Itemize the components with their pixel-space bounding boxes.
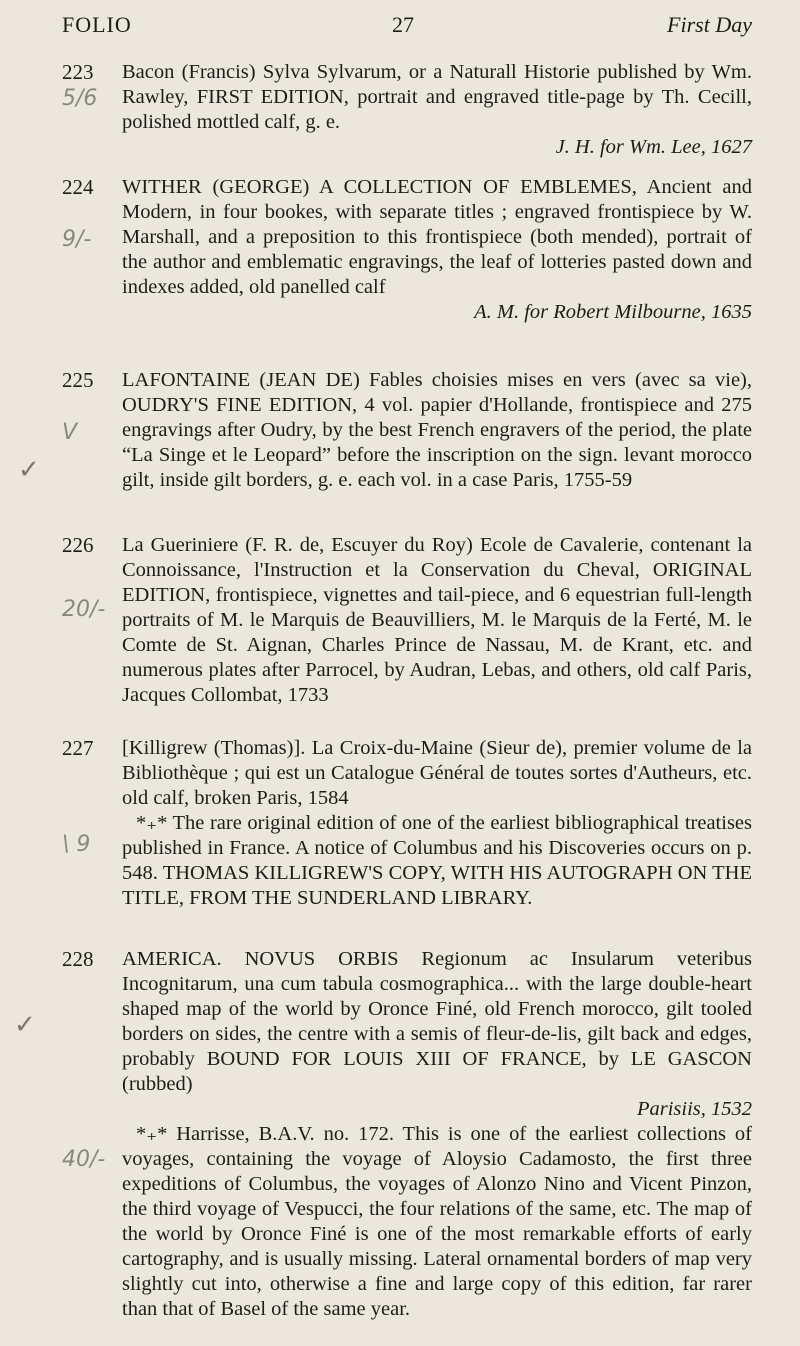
catalogue-entries: [62, 60, 752, 1333]
lot-note: *₊* The rare original edition of one of the earliest bibliographical treatises published in France. A notice of Columbus and his Discoveries occurs on p. 548. THOMAS KILLIGREW'S COPY, WITH HIS AUTOGRAPH ON THE TITLE, FROM THE SUNDERLAND LIBRARY.: [122, 812, 752, 909]
lot-entry: [62, 736, 752, 936]
lot-description: Bacon (Francis) Sylva Sylvarum, or a Naturall Historie published by Wm. Rawley, FIRST EDITION, portrait and engraved title-page by Th. Cecill, polished mottled calf, g. e.: [122, 61, 752, 133]
lot-imprint: A. M. for Robert Milbourne, 1635: [474, 301, 752, 323]
margin-tick-mark: ✓: [18, 455, 40, 485]
lot-entry: [62, 175, 752, 357]
header-folio: FOLIO: [62, 12, 132, 37]
page-number: 27: [392, 12, 414, 37]
lot-imprint: Parisiis, 1532: [636, 1098, 752, 1120]
lot-entry: [62, 533, 752, 725]
lot-number: 226: [62, 533, 94, 557]
lot-number: 228: [62, 947, 94, 971]
lot-number: 224: [62, 175, 94, 199]
lot-imprint: J. H. for Wm. Lee, 1627: [555, 136, 752, 158]
page-header: [62, 12, 752, 42]
lot-entry: [62, 368, 752, 522]
lot-description: [Killigrew (Thomas)]. La Croix-du-Maine (Sieur de), premier volume de la Bibliothèque ; qui est un Catalogue Général de toutes sortes d'Autheurs, etc. old calf, broken Paris, 1584: [122, 737, 752, 809]
lot-number: 225: [62, 368, 94, 392]
lot-entry: [62, 947, 752, 1322]
pencil-price: 20/-: [62, 597, 106, 622]
margin-tick-mark: ✓: [14, 1010, 36, 1040]
pencil-price: V: [62, 420, 78, 445]
pencil-price: 5/6: [62, 86, 98, 111]
lot-description: La Gueriniere (F. R. de, Escuyer du Roy) Ecole de Cavalerie, contenant la Connoissance, l'Instruction et la Conservation du Cheval, ORIGINAL EDITION, frontispiece, vignettes and tail-piece, and 6 equestrian full-length portraits of M. le Marquis de Beauvilliers, M. le Marquis de la Ferté, M. le Comte de St. Aignan, Charles Prince de Nassau, M. de Krant, etc. and numerous plates after Parrocel, by Audran, Lebas, and others, old calf Paris, Jacques Collombat, 1733: [122, 534, 752, 706]
lot-number: 223: [62, 60, 94, 84]
lot-description: WITHER (GEORGE) A COLLECTION OF EMBLEMES, Ancient and Modern, in four bookes, with separate titles ; engraved frontispiece by W. Marshall, and a preposition to this frontispiece (both mended), portrait of the author and emblematic engravings, the leaf of lotteries pasted down and indexes added, old panelled calf: [122, 176, 752, 298]
pencil-price: 40/-: [62, 1147, 106, 1172]
pencil-price: 9/-: [62, 227, 92, 252]
lot-description: AMERICA. NOVUS ORBIS Regionum ac Insularum veteribus Incognitarum, una cum tabula cosmographica... with the large double-heart shaped map of the world by Oronce Finé, old French morocco, gilt tooled borders on sides, the centre with a semis of fleur-de-lis, gilt back and edges, probably BOUND FOR LOUIS XIII OF FRANCE, by LE GASCON (rubbed): [122, 948, 752, 1095]
lot-description: LAFONTAINE (JEAN DE) Fables choisies mises en vers (avec sa vie), OUDRY'S FINE EDITION, 4 vol. papier d'Hollande, frontispiece and 275 engravings after Oudry, by the best French engravers of the period, the plate “La Singe et le Leopard” before the inscription on the sign. levant morocco gilt, inside gilt borders, g. e. each vol. in a case Paris, 1755-59: [122, 369, 752, 491]
lot-note: *₊* Harrisse, B.A.V. no. 172. This is one of the earliest collections of voyages, containing the voyage of Aloysio Cadamosto, the first three expeditions of Columbus, the voyages of Alonzo Nino and Vicent Pinzon, the third voyage of Vespucci, the four relations of the same, etc. The map of the world by Oronce Finé is one of the most remarkable efforts of early cartography, and is usually missing. Lateral ornamental borders of map very slightly cut into, otherwise a fine and large copy of this edition, far rarer than that of Basel of the same year.: [122, 1123, 752, 1320]
lot-entry: [62, 60, 752, 164]
pencil-price: \ 9: [62, 832, 91, 857]
lot-number: 227: [62, 736, 94, 760]
header-day: First Day: [667, 12, 752, 37]
